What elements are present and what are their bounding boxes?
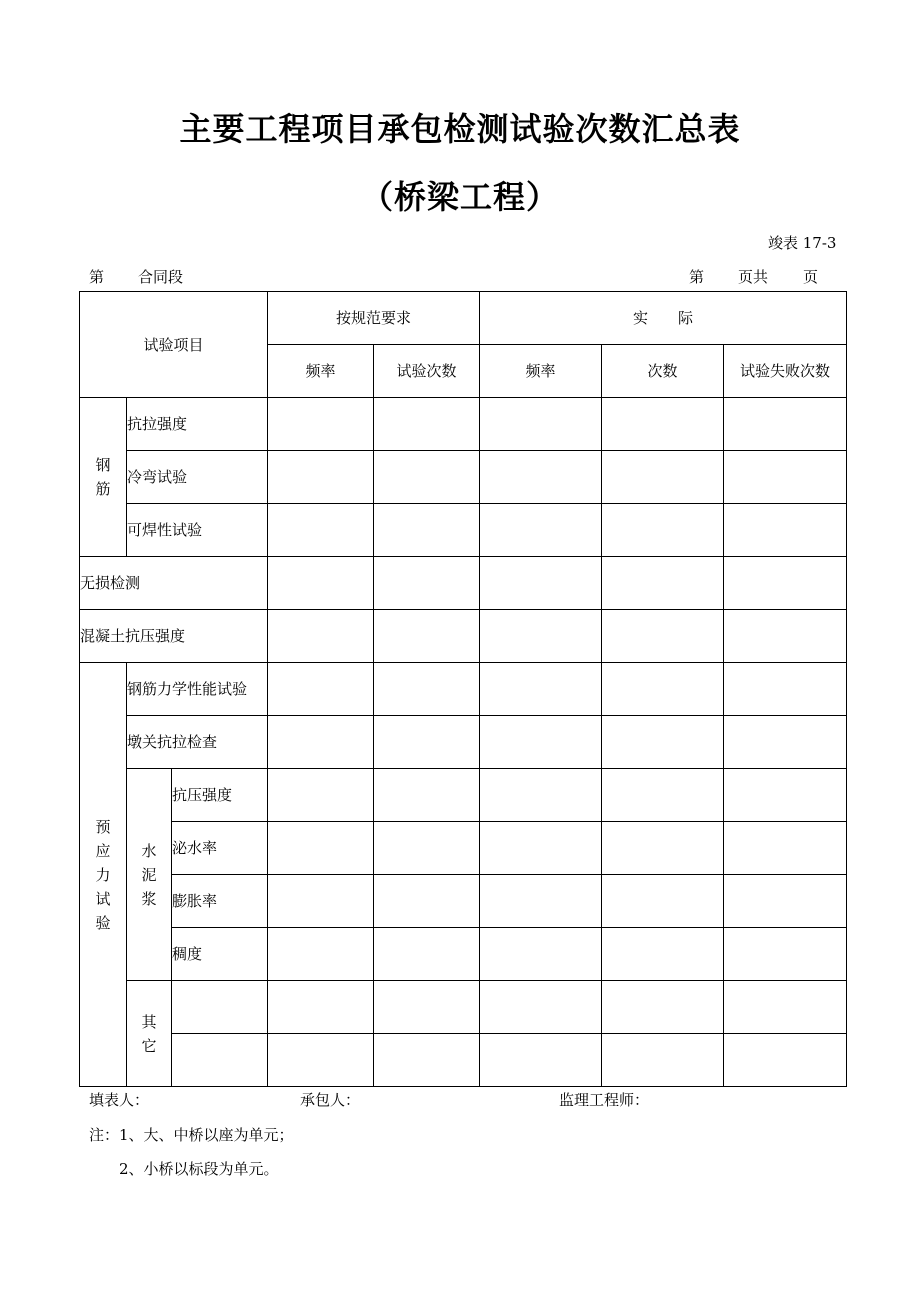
cell[interactable] (724, 504, 847, 557)
cell[interactable] (374, 875, 480, 928)
cell[interactable] (268, 1034, 374, 1087)
cell[interactable] (268, 981, 374, 1034)
cell[interactable] (268, 451, 374, 504)
page-prefix: 第 (689, 268, 705, 286)
col-actual-freq: 频率 (480, 345, 602, 398)
section-prefix: 第 (89, 268, 105, 286)
cell[interactable] (602, 610, 724, 663)
table-row (80, 981, 847, 1034)
cell[interactable] (480, 769, 602, 822)
table-row (80, 451, 847, 504)
cell[interactable] (480, 928, 602, 981)
cell[interactable] (268, 928, 374, 981)
cell[interactable] (724, 398, 847, 451)
row-label: 泌水率 (172, 822, 268, 875)
table-row (80, 557, 847, 610)
cell[interactable] (480, 451, 602, 504)
cell[interactable] (724, 928, 847, 981)
header-spec: 按规范要求 (268, 292, 480, 345)
cell[interactable] (480, 1034, 602, 1087)
cell[interactable] (480, 610, 602, 663)
cell[interactable] (480, 398, 602, 451)
cell[interactable] (602, 451, 724, 504)
cell[interactable] (724, 663, 847, 716)
cell[interactable] (480, 663, 602, 716)
row-label: 可焊性试验 (127, 504, 268, 557)
cell[interactable] (172, 981, 268, 1034)
header-row-1 (80, 292, 847, 345)
cell[interactable] (724, 1034, 847, 1087)
cell[interactable] (374, 398, 480, 451)
cell[interactable] (374, 928, 480, 981)
section-suffix: 合同段 (138, 268, 184, 286)
table-row (80, 875, 847, 928)
col-freq: 频率 (268, 345, 374, 398)
table-row (80, 928, 847, 981)
row-label: 混凝土抗压强度 (80, 610, 268, 663)
cell[interactable] (374, 716, 480, 769)
cell[interactable] (602, 822, 724, 875)
cell[interactable] (374, 451, 480, 504)
table-row (80, 822, 847, 875)
cell[interactable] (268, 398, 374, 451)
cell[interactable] (602, 398, 724, 451)
cell[interactable] (602, 769, 724, 822)
row-label: 冷弯试验 (127, 451, 268, 504)
cell[interactable] (172, 1034, 268, 1087)
contractor-label: 承包人： (300, 1091, 361, 1109)
cell[interactable] (374, 981, 480, 1034)
row-label: 稠度 (172, 928, 268, 981)
table-row (80, 610, 847, 663)
note-2: 2、小桥以标段为单元。 (119, 1160, 279, 1178)
cell[interactable] (268, 716, 374, 769)
cell[interactable] (724, 769, 847, 822)
cell[interactable] (724, 716, 847, 769)
group-other: 其它 (127, 981, 172, 1087)
cell[interactable] (374, 822, 480, 875)
cell[interactable] (480, 504, 602, 557)
cell[interactable] (724, 875, 847, 928)
page-title: 主要工程项目承包检测试验次数汇总表 (179, 110, 741, 148)
group-grout: 水泥浆 (127, 769, 172, 981)
col-fail-count: 试验失败次数 (724, 345, 847, 398)
supervisor-label: 监理工程师： (559, 1091, 650, 1109)
cell[interactable] (724, 981, 847, 1034)
cell[interactable] (480, 875, 602, 928)
table-row (80, 716, 847, 769)
row-label: 抗拉强度 (127, 398, 268, 451)
cell[interactable] (602, 928, 724, 981)
note-1: 注：1、大、中桥以座为单元； (89, 1126, 294, 1144)
row-label: 无损检测 (80, 557, 268, 610)
col-test-count: 试验次数 (374, 345, 480, 398)
cell[interactable] (480, 822, 602, 875)
form-code: 竣表 17-3 (768, 234, 837, 252)
cell[interactable] (724, 610, 847, 663)
cell[interactable] (724, 557, 847, 610)
cell[interactable] (602, 875, 724, 928)
cell[interactable] (268, 875, 374, 928)
row-label: 抗压强度 (172, 769, 268, 822)
table-row (80, 398, 847, 451)
cell[interactable] (268, 610, 374, 663)
cell[interactable] (374, 769, 480, 822)
cell[interactable] (374, 557, 480, 610)
cell[interactable] (268, 663, 374, 716)
cell[interactable] (268, 822, 374, 875)
header-item: 试验项目 (80, 292, 268, 398)
page-mid: 页共 (738, 268, 769, 286)
cell[interactable] (374, 504, 480, 557)
cell[interactable] (268, 557, 374, 610)
group-prestress: 预应力试验 (80, 663, 127, 1087)
cell[interactable] (480, 981, 602, 1034)
cell[interactable] (268, 504, 374, 557)
cell[interactable] (374, 1034, 480, 1087)
cell[interactable] (724, 822, 847, 875)
cell[interactable] (602, 1034, 724, 1087)
header-actual: 实 际 (480, 292, 847, 345)
test-summary-table (79, 291, 847, 1087)
cell[interactable] (374, 610, 480, 663)
cell[interactable] (724, 451, 847, 504)
table-row (80, 769, 847, 822)
page-suffix: 页 (803, 268, 819, 286)
cell[interactable] (602, 716, 724, 769)
cell[interactable] (374, 663, 480, 716)
cell[interactable] (602, 557, 724, 610)
cell[interactable] (480, 716, 602, 769)
cell[interactable] (268, 769, 374, 822)
cell[interactable] (602, 504, 724, 557)
cell[interactable] (480, 557, 602, 610)
row-label: 膨胀率 (172, 875, 268, 928)
table-row (80, 663, 847, 716)
cell[interactable] (602, 981, 724, 1034)
page-subtitle: （桥梁工程） (360, 178, 559, 216)
filler-label: 填表人： (89, 1091, 150, 1109)
cell[interactable] (602, 663, 724, 716)
table-row (80, 1034, 847, 1087)
col-actual-count: 次数 (602, 345, 724, 398)
row-label: 钢筋力学性能试验 (127, 663, 268, 716)
table-row (80, 504, 847, 557)
row-label: 墩关抗拉检查 (127, 716, 268, 769)
group-rebar: 钢筋 (80, 398, 127, 557)
